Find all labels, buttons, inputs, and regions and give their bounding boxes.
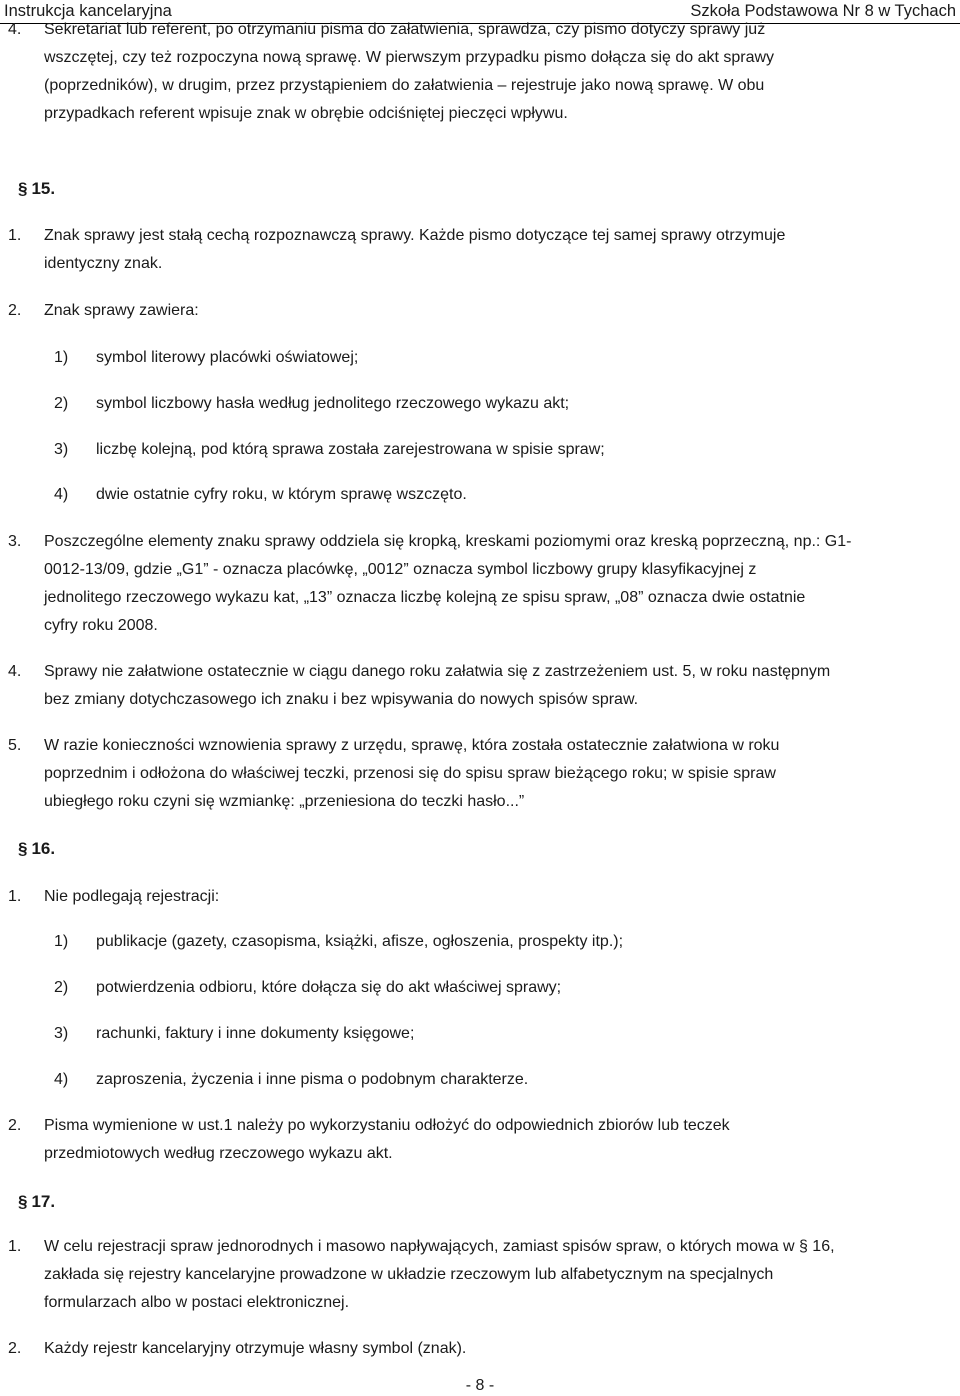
list-item-text: publikacje (gazety, czasopisma, książki, afisze, ogłoszenia, prospekty itp.); xyxy=(96,933,624,950)
text-line: W celu rejestracji spraw jednorodnych i masowo napływających, zamiast spisów spraw, o których mowa w § 16, xyxy=(44,1238,835,1255)
section-number: 16. xyxy=(31,839,56,858)
list-item-number: 1) xyxy=(54,933,69,950)
text-line: przypadkach referent wpisuje znak w obrębie odciśniętej pieczęci wpływu. xyxy=(44,105,568,122)
text-line: cyfry roku 2008. xyxy=(44,617,158,634)
section-symbol: § xyxy=(18,179,28,198)
header-school: Szkoła Podstawowa Nr 8 w Tychach xyxy=(690,2,956,20)
list-item-text: symbol liczbowy hasła według jednolitego rzeczowego wykazu akt; xyxy=(96,395,570,412)
list-item-text: rachunki, faktury i inne dokumenty księgowe; xyxy=(96,1025,415,1042)
section-symbol: § xyxy=(18,839,28,858)
text-line: Pisma wymienione w ust.1 należy po wykorzystaniu odłożyć do odpowiednich zbiorów lub teczek xyxy=(44,1117,730,1134)
text-line: 0012-13/09, gdzie „G1” - oznacza placówkę, „0012” oznacza symbol liczbowy grupy klasyfikacyjnej z xyxy=(44,561,757,578)
section-number: 15. xyxy=(31,179,56,198)
paragraph-number: 2. xyxy=(8,1117,22,1134)
section-number: 17. xyxy=(31,1192,56,1211)
section-heading-15 xyxy=(18,175,55,203)
list-item-number: 3) xyxy=(54,441,69,458)
header-title: Instrukcja kancelaryjna xyxy=(4,2,172,20)
paragraph-number: 2. xyxy=(8,1340,22,1357)
paragraph-number: 1. xyxy=(8,1238,22,1255)
paragraph-number: 5. xyxy=(8,737,22,754)
text-line: wszczętej, czy też rozpoczyna nową sprawę. W pierwszym przypadku pismo dołącza się do akt sprawy xyxy=(44,49,775,66)
text-line: zakłada się rejestry kancelaryjne prowadzone w układzie rzeczowym lub alfabetycznym na specjalnych xyxy=(44,1266,774,1283)
list-item-text: dwie ostatnie cyfry roku, w którym sprawę wszczęto. xyxy=(96,486,467,503)
paragraph-number: 4. xyxy=(8,21,22,38)
list-item-text: symbol literowy placówki oświatowej; xyxy=(96,349,359,366)
text-line: Sprawy nie załatwione ostatecznie w ciągu danego roku załatwia się z zastrzeżeniem ust. 5, w roku następnym xyxy=(44,663,831,680)
list-item-text: liczbę kolejną, pod którą sprawa została zarejestrowana w spisie spraw; xyxy=(96,441,605,458)
text-line: Poszczególne elementy znaku sprawy oddziela się kropką, kreskami poziomymi oraz kreską poprzeczną, np.: G1- xyxy=(44,533,852,550)
text-line: Znak sprawy zawiera: xyxy=(44,302,199,319)
text-line: ubiegłego roku czyni się wzmiankę: „przeniesiona do teczki hasło...” xyxy=(44,793,525,810)
list-item-number: 3) xyxy=(54,1025,69,1042)
list-item-number: 4) xyxy=(54,1071,69,1088)
list-item-number: 2) xyxy=(54,979,69,996)
section-symbol: § xyxy=(18,1192,28,1211)
text-line: przedmiotowych według rzeczowego wykazu akt. xyxy=(44,1145,393,1162)
text-line: bez zmiany dotychczasowego ich znaku i bez wpisywania do nowych spisów spraw. xyxy=(44,691,639,708)
list-item-number: 4) xyxy=(54,486,69,503)
list-item-text: potwierdzenia odbioru, które dołącza się do akt właściwej sprawy; xyxy=(96,979,562,996)
text-line: formularzach albo w postaci elektronicznej. xyxy=(44,1294,350,1311)
list-item-number: 1) xyxy=(54,349,69,366)
paragraph-number: 2. xyxy=(8,302,22,319)
paragraph-number: 1. xyxy=(8,227,22,244)
section-heading-17 xyxy=(18,1188,55,1216)
list-item-number: 2) xyxy=(54,395,69,412)
section-heading-16 xyxy=(18,835,55,863)
text-line: identyczny znak. xyxy=(44,255,163,272)
list-item-text: zaproszenia, życzenia i inne pisma o podobnym charakterze. xyxy=(96,1071,529,1088)
page-number: - 8 - xyxy=(465,1377,495,1394)
paragraph-number: 3. xyxy=(8,533,22,550)
text-line: W razie konieczności wznowienia sprawy z urzędu, sprawę, która została ostatecznie załatwiona w roku xyxy=(44,737,780,754)
text-line: Znak sprawy jest stałą cechą rozpoznawczą sprawy. Każde pismo dotyczące tej samej sprawy otrzymuje xyxy=(44,227,786,244)
text-line: Nie podlegają rejestracji: xyxy=(44,888,220,905)
text-line: (poprzedników), w drugim, przez przystąpieniem do załatwienia – rejestruje jako nową sprawę. W obu xyxy=(44,77,765,94)
paragraph-number: 4. xyxy=(8,663,22,680)
text-line: jednolitego rzeczowego wykazu kat, „13” oznacza liczbę kolejną ze spisu spraw, „08” oznacza dwie ostatnie xyxy=(44,589,806,606)
text-line: Każdy rejestr kancelaryjny otrzymuje własny symbol (znak). xyxy=(44,1340,467,1357)
text-line: poprzednim i odłożona do właściwej teczki, przenosi się do spisu spraw bieżącego roku; w spisie spraw xyxy=(44,765,776,782)
paragraph-number: 1. xyxy=(8,888,22,905)
text-line: Sekretariat lub referent, po otrzymaniu pisma do załatwienia, sprawdza, czy pismo dotyczy sprawy już xyxy=(44,21,766,38)
